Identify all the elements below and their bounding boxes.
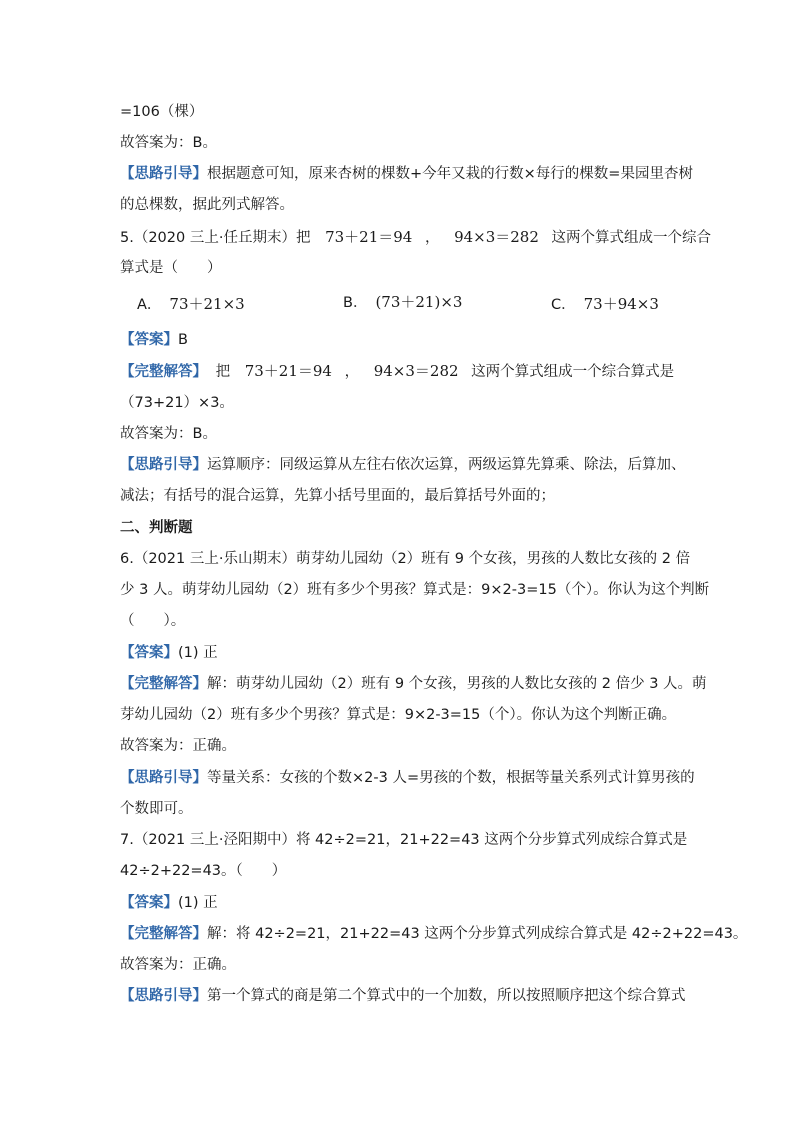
hint-tag: 【思路引导】 — [120, 770, 207, 786]
q4-calc-tail: =106（棵） — [120, 104, 204, 120]
q7-stem-line-1: 7.（2021 三上·泾阳期中）将 42÷2=21，21+22=43 这两个分步算式列成综合算式是 — [120, 832, 688, 848]
q5-option-c: C． 73＋94×3 — [551, 295, 659, 313]
q7-full-solution-line-1: 【完整解答】解：将 42÷2=21，21+22=43 这两个分步算式列成综合算式是 42÷2+22=43。 — [120, 926, 748, 942]
q6-answer-conclusion: 故答案为：正确。 — [120, 738, 236, 754]
q6-answer: 【答案】(1) 正 — [120, 645, 218, 661]
q4-answer-conclusion: 故答案为：B。 — [120, 135, 217, 151]
q5-hint-line-2: 减法；有括号的混合运算，先算小括号里面的，最后算括号外面的； — [120, 488, 555, 504]
full-solution-tag: 【完整解答】 — [120, 926, 207, 942]
q6-stem-line-2: 少 3 人。萌芽幼儿园幼（2）班有多少个男孩？算式是：9×2-3=15（个）。你认为这个判断 — [120, 582, 710, 598]
q5-stem-line-2: 算式是（ ） — [120, 260, 222, 276]
q5-answer: 【答案】B — [120, 332, 188, 348]
q4-hint-line-2: 的总棵数，据此列式解答。 — [120, 197, 294, 213]
q5-answer-conclusion: 故答案为：B。 — [120, 426, 217, 442]
full-solution-tag: 【完整解答】 — [120, 364, 207, 380]
q5-option-a: A． 73＋21×3 — [137, 295, 245, 313]
answer-tag: 【答案】 — [120, 645, 178, 661]
full-solution-tag: 【完整解答】 — [120, 676, 207, 692]
hint-tag: 【思路引导】 — [120, 988, 207, 1004]
q6-hint-line-2: 个数即可。 — [120, 801, 193, 817]
q6-stem-line-3: （ ）。 — [120, 613, 186, 629]
q7-answer-conclusion: 故答案为：正确。 — [120, 957, 236, 973]
hint-tag: 【思路引导】 — [120, 457, 207, 473]
q6-hint-line-1: 【思路引导】等量关系：女孩的个数×2-3 人=男孩的个数，根据等量关系列式计算男孩的 — [120, 770, 695, 786]
answer-tag: 【答案】 — [120, 895, 178, 911]
q5-equation-1: 73＋21＝94 — [325, 228, 413, 246]
q6-full-solution-line-2: 芽幼儿园幼（2）班有多少个男孩？算式是：9×2-3=15（个）。你认为这个判断正确。 — [120, 707, 677, 723]
q5-option-b: B． (73＋21)×3 — [343, 293, 463, 311]
q6-full-solution-line-1: 【完整解答】解：萌芽幼儿园幼（2）班有 9 个女孩，男孩的人数比女孩的 2 倍少 3 人。萌 — [120, 676, 707, 692]
answer-tag: 【答案】 — [120, 332, 178, 348]
q5-hint-line-1: 【思路引导】运算顺序：同级运算从左往右依次运算，两级运算先算乘、除法，后算加、 — [120, 457, 686, 473]
q5-equation-2: 94×3＝282 — [454, 228, 539, 246]
q5-full-solution-line-1: 【完整解答】 把 73＋21＝94 ， 94×3＝282 这两个算式组成一个综合算式是 — [120, 362, 675, 380]
q5-stem-line-1: 5.（2020 三上·任丘期末）把 73＋21＝94 ， 94×3＝282 这两个算式组成一个综合 — [120, 228, 712, 246]
hint-tag: 【思路引导】 — [120, 166, 207, 182]
section-heading: 二、判断题 — [120, 520, 193, 536]
q4-hint-line-1: 【思路引导】根据题意可知，原来杏树的棵数+今年又栽的行数×每行的棵数=果园里杏树 — [120, 166, 693, 182]
q6-stem-line-1: 6.（2021 三上·乐山期末）萌芽幼儿园幼（2）班有 9 个女孩，男孩的人数比女孩的 2 倍 — [120, 551, 691, 567]
q5-full-solution-line-2: （73+21）×3。 — [120, 395, 234, 411]
q7-hint-line-1: 【思路引导】第一个算式的商是第二个算式中的一个加数，所以按照顺序把这个综合算式 — [120, 988, 686, 1004]
q7-stem-line-2: 42÷2+22=43。（ ） — [120, 863, 287, 879]
q7-answer: 【答案】(1) 正 — [120, 895, 218, 911]
